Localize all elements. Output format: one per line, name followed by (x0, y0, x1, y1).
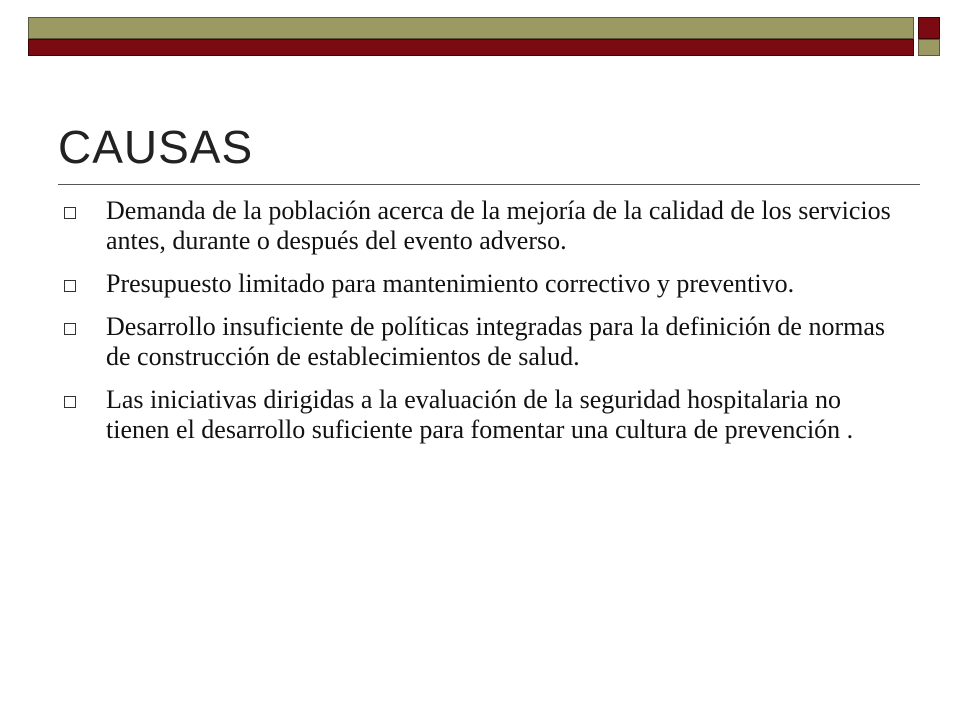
hollow-square-icon (64, 396, 76, 408)
bullet-text: Las iniciativas dirigidas a la evaluación de la seguridad hospitalaria no tienen el desarrollo suficiente para fomentar una cultura de prevención . (106, 385, 854, 444)
title-divider (58, 184, 920, 185)
corner-block-olive (918, 39, 940, 56)
header-banner-olive (28, 17, 914, 39)
bullet-list (58, 196, 904, 458)
bullet-item (58, 196, 904, 256)
hollow-square-icon (64, 207, 76, 219)
hollow-square-icon (64, 323, 76, 335)
slide-title: CAUSAS (58, 121, 254, 173)
bullet-text: Presupuesto limitado para mantenimiento correctivo y preventivo. (106, 269, 795, 298)
bullet-text: Desarrollo insuficiente de políticas integradas para la definición de normas de construcción de establecimientos de salud. (106, 312, 885, 371)
bullet-item (58, 269, 904, 299)
bullet-text: Demanda de la población acerca de la mejoría de la calidad de los servicios antes, durante o después del evento adverso. (106, 196, 891, 255)
corner-block-maroon (918, 17, 940, 39)
bullet-item (58, 385, 904, 445)
hollow-square-icon (64, 280, 76, 292)
header-banner-maroon (28, 39, 914, 56)
bullet-item (58, 312, 904, 372)
